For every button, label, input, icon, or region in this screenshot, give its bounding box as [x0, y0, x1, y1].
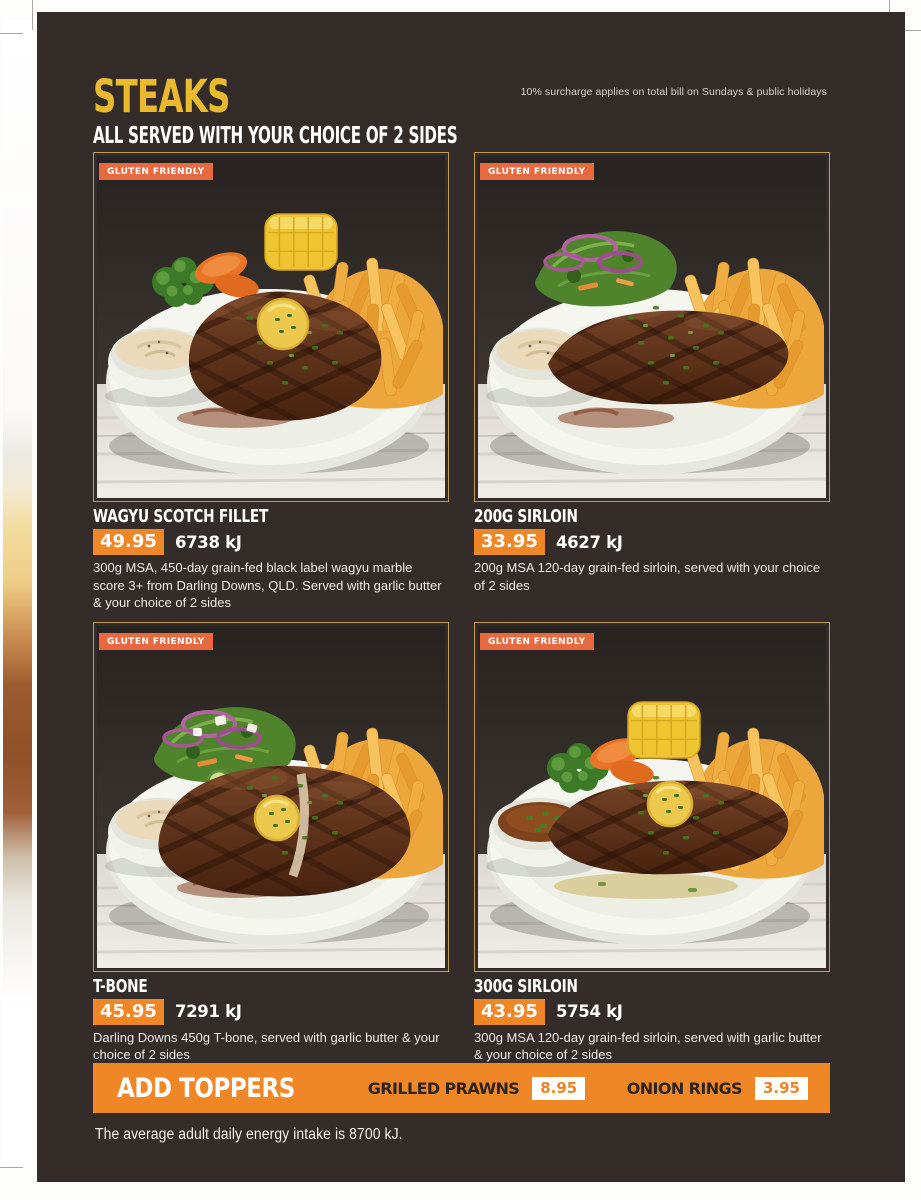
gluten-friendly-tag: GLUTEN FRIENDLY	[99, 163, 213, 180]
menu-item	[474, 622, 830, 1064]
menu-item	[93, 152, 449, 612]
menu-item-name: 200G SIRLOIN	[474, 506, 578, 527]
food-photo	[478, 626, 826, 968]
menu-item-name: T-BONE	[93, 975, 148, 997]
menu-item-description: 300g MSA, 450-day grain-fed black label wagyu marble score 3+ from Darling Downs, QLD. Served with garlic butter & your choice of 2 sides	[93, 560, 442, 610]
food-photo	[97, 626, 445, 968]
energy-value: 6738 kJ	[174, 532, 242, 552]
page-subtitle: ALL SERVED WITH YOUR CHOICE OF 2 SIDES	[93, 123, 458, 149]
menu-item-name: WAGYU SCOTCH FILLET	[93, 506, 269, 527]
page-title: STEAKS	[93, 70, 230, 123]
menu-item-name: 300G SIRLOIN	[474, 975, 578, 997]
menu-item-photo-frame	[474, 622, 830, 972]
menu-item-photo-frame	[93, 152, 449, 502]
menu-item-description: Darling Downs 450g T-bone, served with garlic butter & your choice of 2 sides	[93, 1029, 440, 1062]
topper-name: ONION RINGS	[626, 1078, 742, 1098]
gluten-friendly-tag: GLUTEN FRIENDLY	[99, 633, 213, 650]
price-row	[93, 529, 449, 555]
menu-page	[37, 12, 905, 1182]
price-badge: 49.95	[93, 529, 164, 555]
menu-item	[474, 152, 830, 612]
menu-item-description: 200g MSA 120-day grain-fed sirloin, served with your choice of 2 sides	[474, 560, 821, 593]
energy-intake-note: The average adult daily energy intake is 8700 kJ.	[95, 1126, 403, 1143]
price-badge: 43.95	[474, 999, 545, 1025]
crop-mark-top-left-h	[0, 33, 23, 34]
energy-value: 7291 kJ	[174, 1002, 242, 1021]
topper-price-badge: 3.95	[755, 1077, 808, 1100]
crop-mark-top-left-v	[32, 0, 33, 30]
food-photo	[97, 156, 445, 498]
topper-price-badge: 8.95	[532, 1077, 585, 1100]
add-toppers-banner	[93, 1063, 830, 1113]
topper-onion-rings	[627, 1077, 808, 1100]
menu-item	[93, 622, 449, 1064]
banner-title: ADD TOPPERS	[117, 1072, 295, 1104]
price-row	[474, 999, 830, 1025]
gluten-friendly-tag: GLUTEN FRIENDLY	[480, 633, 594, 650]
topper-name: GRILLED PRAWNS	[367, 1078, 520, 1098]
surcharge-note: 10% surcharge applies on total bill on Sundays & public holidays	[520, 86, 827, 98]
menu-item-photo-frame	[474, 152, 830, 502]
crop-mark-bottom-left-h	[0, 1167, 23, 1168]
menu-item-description: 300g MSA 120-day grain-fed sirloin, served with garlic butter & your choice of 2 sides	[474, 1029, 822, 1062]
energy-value: 4627 kJ	[555, 532, 623, 552]
price-badge: 33.95	[474, 529, 545, 555]
food-photo	[478, 156, 826, 498]
adjacent-page-sliver	[3, 20, 32, 1167]
topper-grilled-prawns	[368, 1077, 585, 1100]
price-row	[474, 529, 830, 555]
price-badge: 45.95	[93, 999, 164, 1025]
price-row	[93, 999, 449, 1025]
energy-value: 5754 kJ	[555, 1002, 623, 1021]
gluten-friendly-tag: GLUTEN FRIENDLY	[480, 163, 594, 180]
menu-item-photo-frame	[93, 622, 449, 972]
menu-items-grid	[93, 152, 830, 1064]
